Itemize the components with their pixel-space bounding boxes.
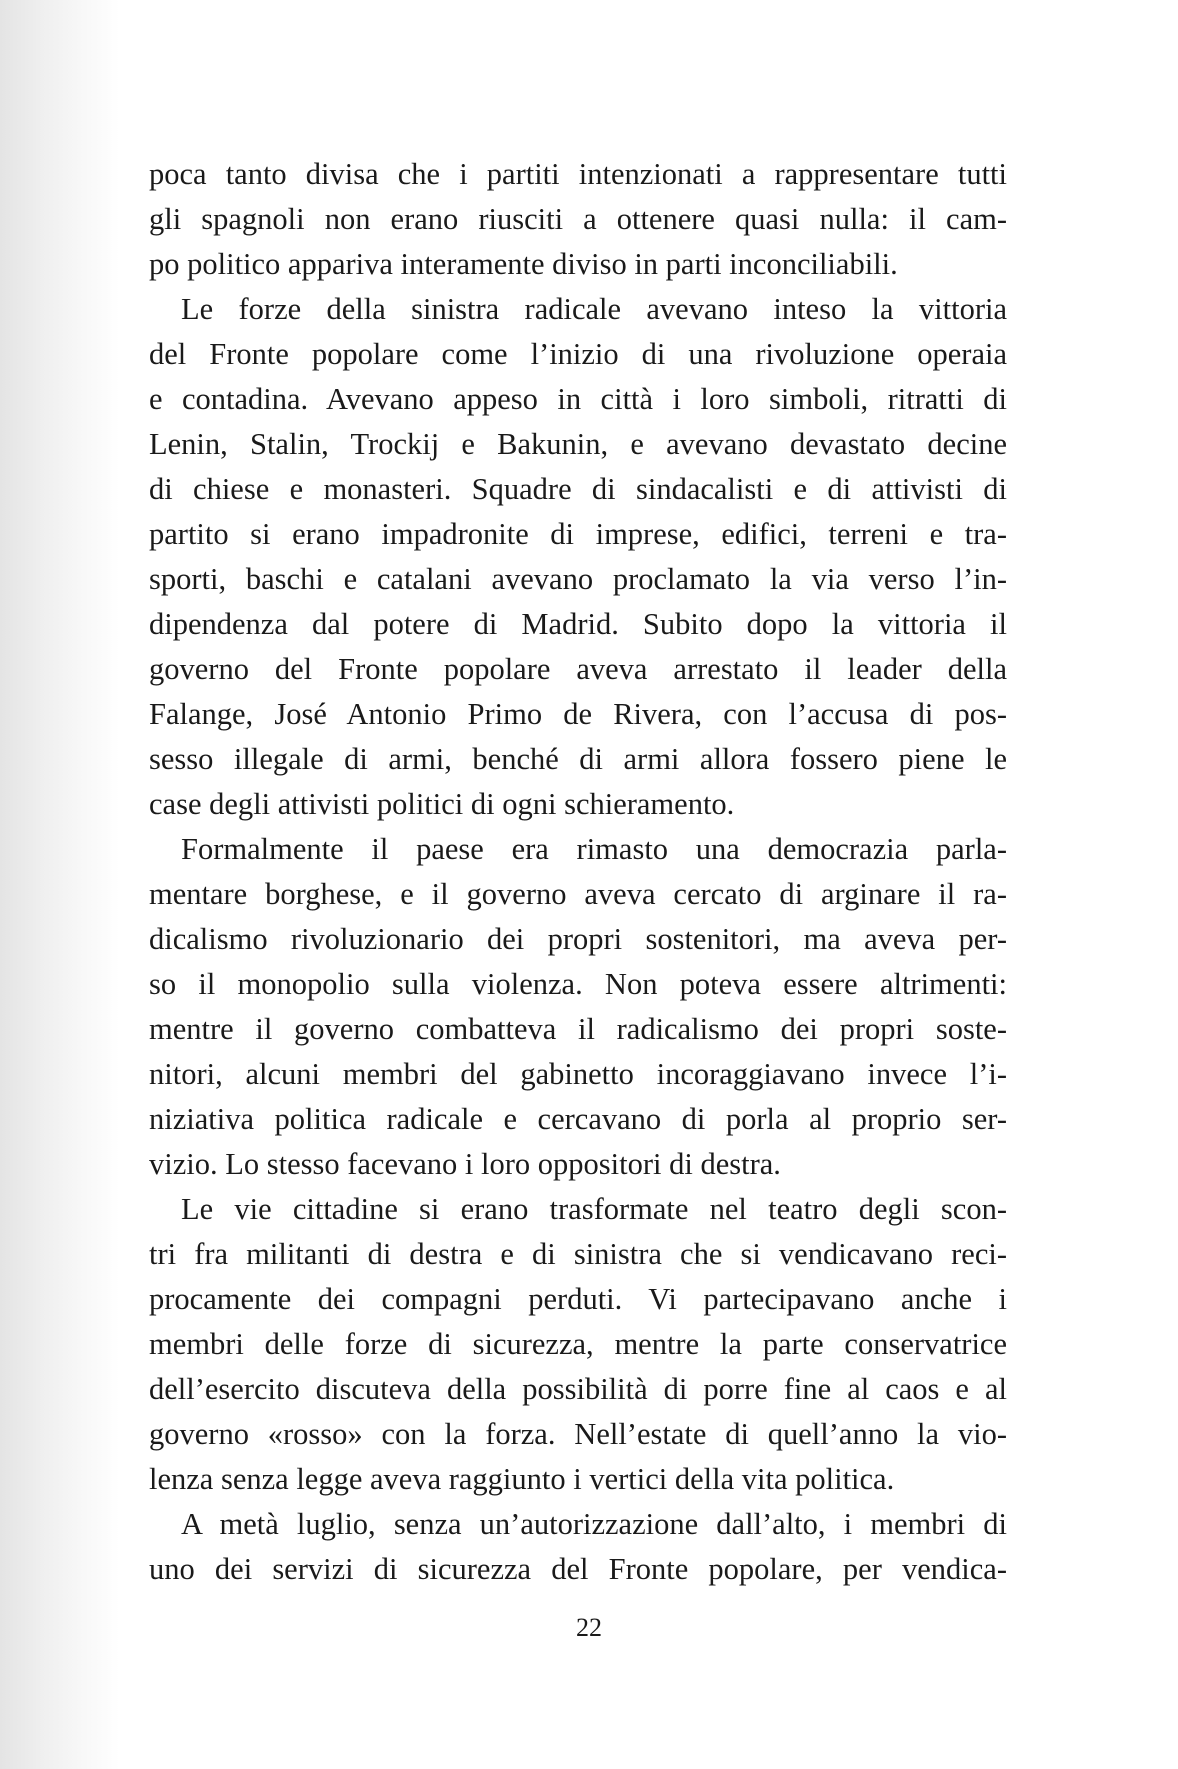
paragraph	[149, 152, 1007, 287]
text-line: membri delle forze di sicurezza, mentre la parte conservatrice	[149, 1327, 1007, 1361]
text-line: mentre il governo combatteva il radicalismo dei propri soste-	[149, 1012, 1007, 1046]
text-line: Le vie cittadine si erano trasformate nel teatro degli scon-	[181, 1192, 1007, 1226]
text-line: lenza senza legge aveva raggiunto i vertici della vita politica.	[149, 1462, 895, 1496]
paragraph	[149, 827, 1007, 1187]
paragraph	[149, 1187, 1007, 1502]
text-line: poca tanto divisa che i partiti intenzionati a rappresentare tutti	[149, 157, 1007, 191]
text-line: tri fra militanti di destra e di sinistra che si vendicavano reci-	[149, 1237, 1007, 1271]
page-edge-shadow	[0, 0, 120, 1769]
text-line: governo «rosso» con la forza. Nell’estate di quell’anno la vio-	[149, 1417, 1007, 1451]
text-line: uno dei servizi di sicurezza del Fronte popolare, per vendica-	[149, 1552, 1007, 1586]
text-line: dell’esercito discuteva della possibilità di porre fine al caos e al	[149, 1372, 1007, 1406]
text-line: Falange, José Antonio Primo de Rivera, con l’accusa di pos-	[149, 697, 1007, 731]
text-line: case degli attivisti politici di ogni schieramento.	[149, 787, 735, 821]
text-line: partito si erano impadronite di imprese, edifici, terreni e tra-	[149, 517, 1007, 551]
paragraph	[149, 1502, 1007, 1592]
text-line: vizio. Lo stesso facevano i loro oppositori di destra.	[149, 1147, 781, 1181]
text-line: so il monopolio sulla violenza. Non poteva essere altrimenti:	[149, 967, 1007, 1001]
text-line: Lenin, Stalin, Trockij e Bakunin, e avevano devastato decine	[149, 427, 1007, 461]
text-line: gli spagnoli non erano riusciti a ottenere quasi nulla: il cam-	[149, 202, 1007, 236]
text-line: del Fronte popolare come l’inizio di una rivoluzione operaia	[149, 337, 1007, 371]
text-line: nitori, alcuni membri del gabinetto incoraggiavano invece l’i-	[149, 1057, 1007, 1091]
text-line: e contadina. Avevano appeso in città i loro simboli, ritratti di	[149, 382, 1007, 416]
text-line: mentare borghese, e il governo aveva cercato di arginare il ra-	[149, 877, 1007, 911]
text-line: sporti, baschi e catalani avevano proclamato la via verso l’in-	[149, 562, 1007, 596]
text-line: sesso illegale di armi, benché di armi allora fossero piene le	[149, 742, 1007, 776]
text-line: procamente dei compagni perduti. Vi partecipavano anche i	[149, 1282, 1007, 1316]
text-line: A metà luglio, senza un’autorizzazione dall’alto, i membri di	[181, 1507, 1007, 1541]
body-text	[149, 152, 1007, 1592]
text-line: dipendenza dal potere di Madrid. Subito dopo la vittoria il	[149, 607, 1007, 641]
text-line: dicalismo rivoluzionario dei propri sostenitori, ma aveva per-	[149, 922, 1007, 956]
text-line: governo del Fronte popolare aveva arrestato il leader della	[149, 652, 1007, 686]
text-line: niziativa politica radicale e cercavano di porla al proprio ser-	[149, 1102, 1007, 1136]
text-line: Le forze della sinistra radicale avevano inteso la vittoria	[181, 292, 1007, 326]
text-line: di chiese e monasteri. Squadre di sindacalisti e di attivisti di	[149, 472, 1007, 506]
text-line: Formalmente il paese era rimasto una democrazia parla-	[181, 832, 1007, 866]
paragraph	[149, 287, 1007, 827]
text-line: po politico appariva interamente diviso in parti inconciliabili.	[149, 247, 898, 281]
page-number: 22	[576, 1613, 602, 1642]
